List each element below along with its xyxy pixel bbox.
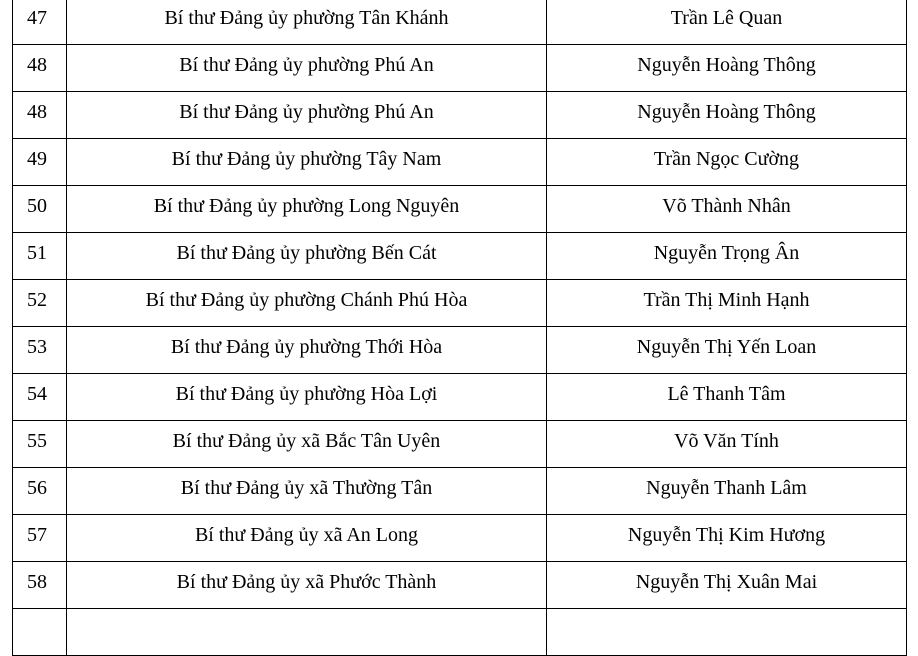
row-number-cell: 47 <box>13 0 67 45</box>
table-body <box>13 0 907 656</box>
row-number-cell: 53 <box>13 327 67 374</box>
position-cell: Bí thư Đảng ủy phường Long Nguyên <box>67 186 547 233</box>
person-name-cell <box>547 609 907 656</box>
table-row <box>13 562 907 609</box>
row-number-cell: 51 <box>13 233 67 280</box>
table-row <box>13 0 907 45</box>
person-name-cell: Nguyễn Thị Yến Loan <box>547 327 907 374</box>
row-number-cell: 58 <box>13 562 67 609</box>
person-name-cell: Nguyễn Hoàng Thông <box>547 92 907 139</box>
row-number-cell <box>13 609 67 656</box>
position-cell: Bí thư Đảng ủy xã Thường Tân <box>67 468 547 515</box>
table-row <box>13 468 907 515</box>
table-row <box>13 327 907 374</box>
position-cell: Bí thư Đảng ủy phường Chánh Phú Hòa <box>67 280 547 327</box>
row-number-cell: 49 <box>13 139 67 186</box>
table-row <box>13 186 907 233</box>
position-cell: Bí thư Đảng ủy phường Hòa Lợi <box>67 374 547 421</box>
officials-table <box>12 0 907 656</box>
person-name-cell: Võ Văn Tính <box>547 421 907 468</box>
table-row <box>13 139 907 186</box>
position-cell: Bí thư Đảng ủy phường Tây Nam <box>67 139 547 186</box>
table-row <box>13 45 907 92</box>
position-cell: Bí thư Đảng ủy phường Phú An <box>67 92 547 139</box>
position-cell: Bí thư Đảng ủy phường Tân Khánh <box>67 0 547 45</box>
table-row <box>13 374 907 421</box>
position-cell: Bí thư Đảng ủy xã Bắc Tân Uyên <box>67 421 547 468</box>
person-name-cell: Võ Thành Nhân <box>547 186 907 233</box>
row-number-cell: 48 <box>13 45 67 92</box>
person-name-cell: Nguyễn Thị Xuân Mai <box>547 562 907 609</box>
row-number-cell: 56 <box>13 468 67 515</box>
row-number-cell: 52 <box>13 280 67 327</box>
person-name-cell: Lê Thanh Tâm <box>547 374 907 421</box>
person-name-cell: Trần Lê Quan <box>547 0 907 45</box>
table-row <box>13 421 907 468</box>
person-name-cell: Nguyễn Thanh Lâm <box>547 468 907 515</box>
person-name-cell: Trần Ngọc Cường <box>547 139 907 186</box>
table-row <box>13 92 907 139</box>
table-row <box>13 609 907 656</box>
table-row <box>13 233 907 280</box>
position-cell: Bí thư Đảng ủy phường Thới Hòa <box>67 327 547 374</box>
row-number-cell: 48 <box>13 92 67 139</box>
position-cell <box>67 609 547 656</box>
row-number-cell: 57 <box>13 515 67 562</box>
position-cell: Bí thư Đảng ủy phường Bến Cát <box>67 233 547 280</box>
person-name-cell: Nguyễn Trọng Ân <box>547 233 907 280</box>
person-name-cell: Nguyễn Thị Kim Hương <box>547 515 907 562</box>
row-number-cell: 50 <box>13 186 67 233</box>
position-cell: Bí thư Đảng ủy phường Phú An <box>67 45 547 92</box>
table-row <box>13 515 907 562</box>
row-number-cell: 54 <box>13 374 67 421</box>
row-number-cell: 55 <box>13 421 67 468</box>
position-cell: Bí thư Đảng ủy xã Phước Thành <box>67 562 547 609</box>
position-cell: Bí thư Đảng ủy xã An Long <box>67 515 547 562</box>
table-row <box>13 280 907 327</box>
person-name-cell: Trần Thị Minh Hạnh <box>547 280 907 327</box>
person-name-cell: Nguyễn Hoàng Thông <box>547 45 907 92</box>
